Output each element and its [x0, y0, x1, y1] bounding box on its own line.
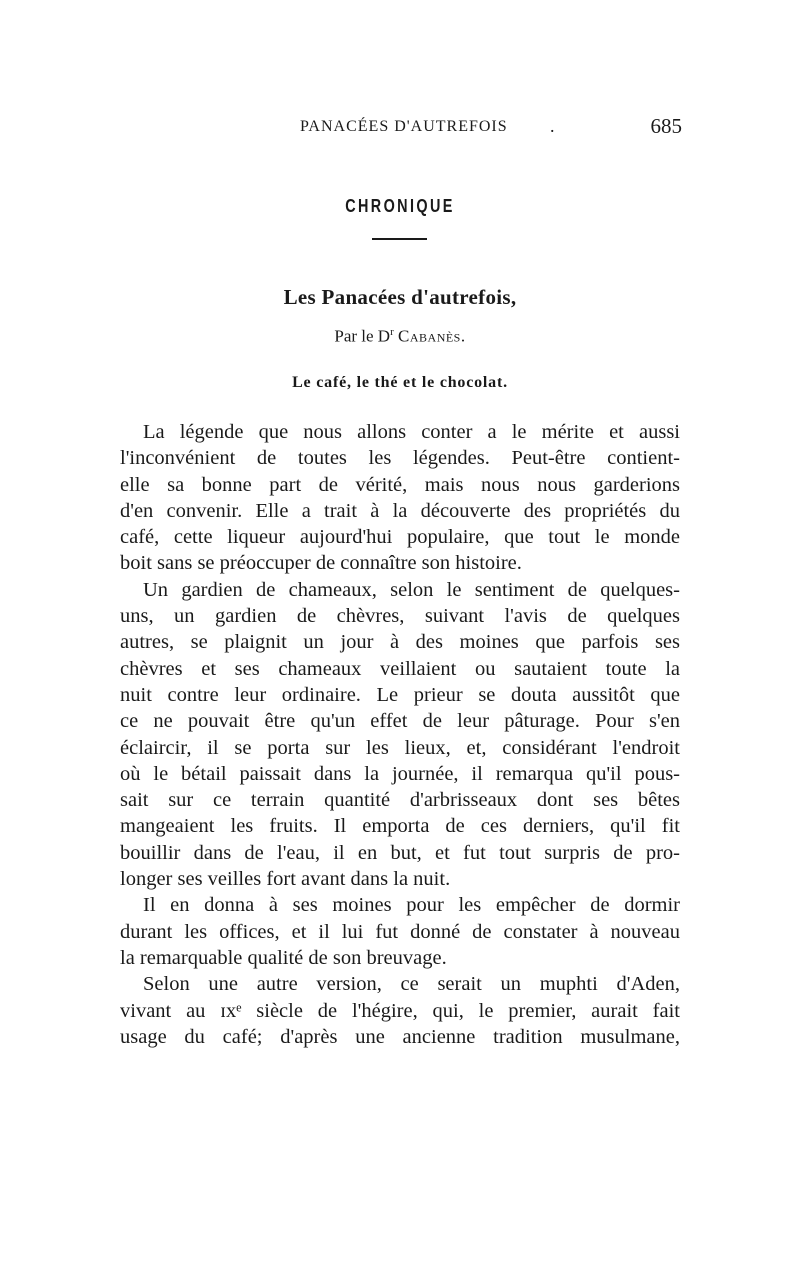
- body-line: autres, se plaignit un jour à des moines que parfois ses: [120, 631, 680, 654]
- body-line: Un gardien de chameaux, selon le sentiment de quelques-: [143, 578, 680, 601]
- section-title: CHRONIQUE: [345, 196, 455, 216]
- byline-superscript: r: [390, 326, 394, 338]
- body-line: bouillir dans de l'eau, il en but, et fut tout surpris de pro-: [120, 841, 680, 864]
- byline: [0, 326, 800, 347]
- article-title: Les Panacées d'autrefois,: [283, 285, 517, 309]
- article-subhead: Le café, le thé et le chocolat.: [292, 374, 508, 391]
- body-line: l'inconvénient de toutes les légendes. Peut-être contient-: [120, 447, 680, 470]
- body-line: durant les offices, et il lui fut donné de constater à nouveau: [120, 920, 680, 943]
- byline-prefix: Par le D: [334, 326, 391, 346]
- body-line: uns, un gardien de chèvres, suivant l'avis de quelques: [120, 605, 680, 628]
- body-line: usage du café; d'après une ancienne tradition musulmane,: [120, 1025, 680, 1048]
- body-line: Il en donna à ses moines pour les empêcher de dormir: [143, 894, 680, 917]
- article-body: [120, 419, 680, 1050]
- body-line: Selon une autre version, ce serait un muphti d'Aden,: [143, 973, 680, 996]
- body-line: La légende que nous allons conter a le mérite et aussi: [143, 421, 680, 443]
- body-line: où le bétail paissait dans la journée, il remarqua qu'il pous-: [120, 762, 680, 785]
- body-line: café, cette liqueur aujourd'hui populaire, que tout le monde: [120, 526, 680, 549]
- body-line: ce ne pouvait être qu'un effet de leur pâturage. Pour s'en: [120, 710, 680, 733]
- body-line: boit sans se préoccuper de connaître son histoire.: [120, 552, 522, 575]
- body-line: la remarquable qualité de son breuvage.: [120, 946, 447, 969]
- body-line: nuit contre leur ordinaire. Le prieur se douta aussitôt que: [120, 683, 680, 706]
- body-line: d'en convenir. Elle a trait à la découverte des propriétés du: [120, 499, 680, 522]
- body-line: longer ses veilles fort avant dans la nuit.: [120, 868, 451, 891]
- byline-author: Cabanès.: [398, 326, 466, 346]
- page-number: 685: [650, 114, 682, 138]
- running-title: PANACÉES D'AUTREFOIS: [300, 118, 508, 135]
- body-line: sait sur ce terrain quantité d'arbrisseaux dont ses bêtes: [120, 789, 680, 812]
- title-rule: [372, 238, 427, 240]
- running-dot: .: [550, 116, 555, 136]
- body-line: mangeaient les fruits. Il emporta de ces derniers, qu'il fit: [120, 815, 680, 838]
- body-line: vivant au ɪxᵉ siècle de l'hégire, qui, le premier, aurait fait: [120, 999, 680, 1022]
- body-line: éclaircir, il se porta sur les lieux, et, considérant l'endroit: [120, 736, 680, 759]
- running-header: [120, 114, 682, 144]
- body-line: chèvres et ses chameaux veillaient ou sautaient toute la: [120, 657, 680, 680]
- body-line: elle sa bonne part de vérité, mais nous nous garderions: [120, 473, 680, 496]
